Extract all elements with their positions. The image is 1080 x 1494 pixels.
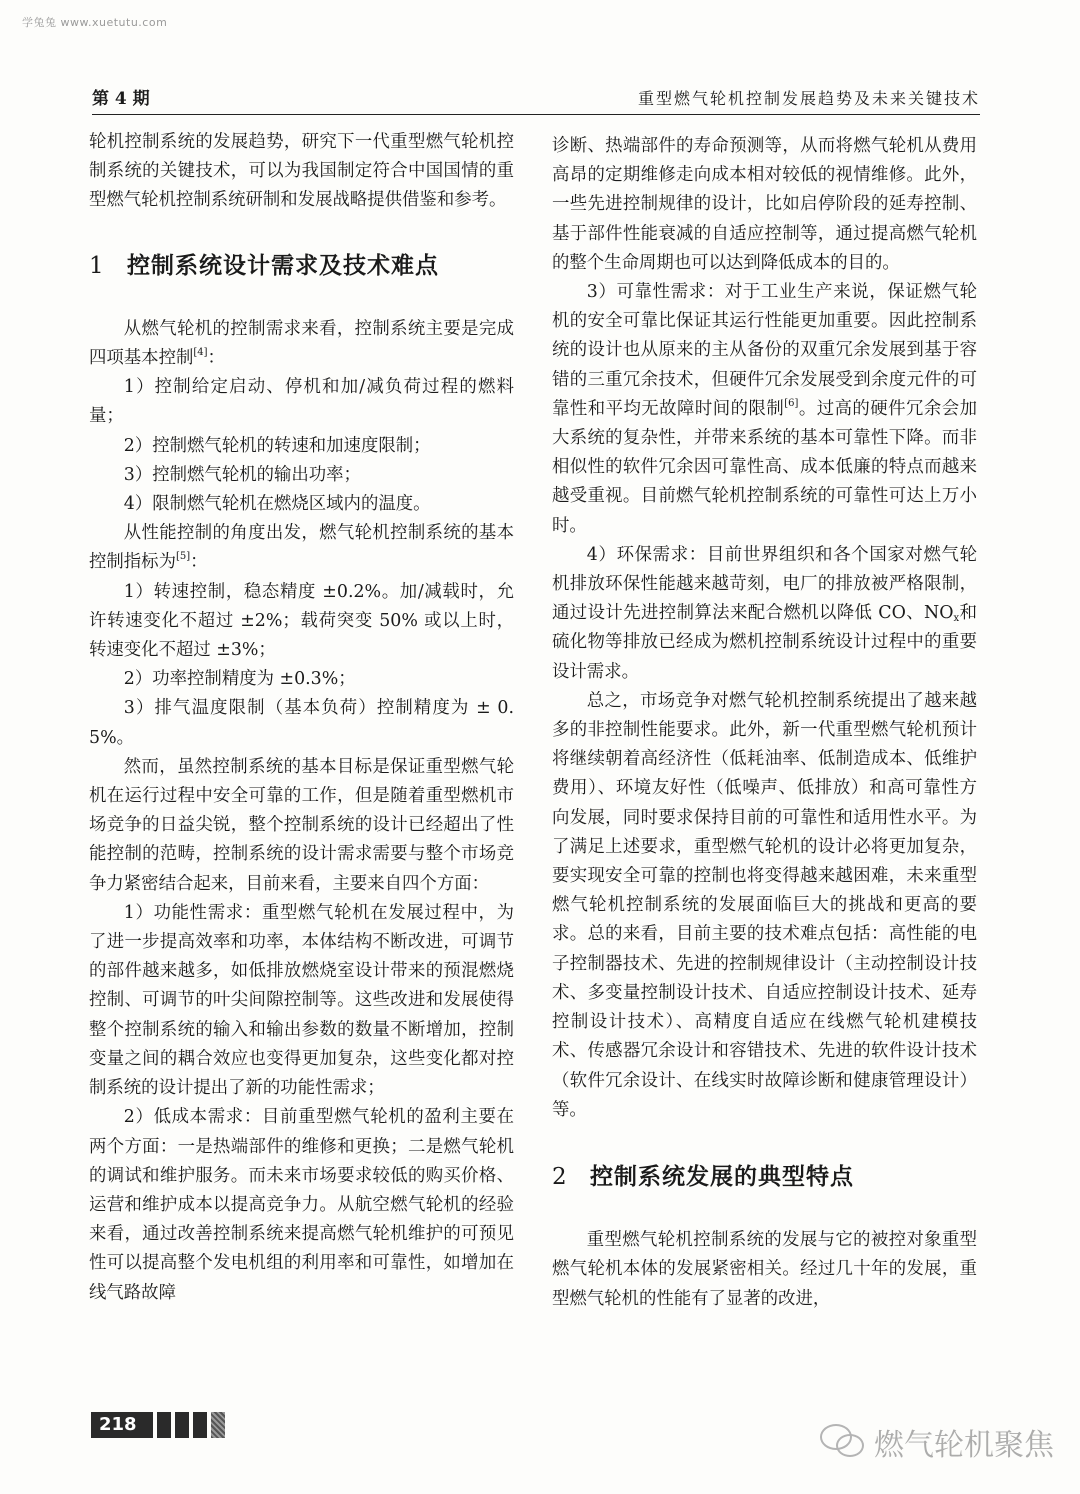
page-footer (91, 1412, 225, 1438)
list-item: 1）转速控制，稳态精度 ±0.2%。加/减载时，允许转速变化不超过 ±2%；载荷突变 50% 或以上时，转速变化不超过 ±3%； (89, 581, 514, 661)
intro-paragraph: 轮机控制系统的发展趋势，研究下一代重型燃气轮机控制系统的关键技术，可以为我国制定符合中国国情的重型燃气轮机控制系统研制和发展战略提供借鉴和参考。 (89, 132, 514, 211)
left-column (89, 128, 514, 1308)
subscript-x: x (953, 613, 960, 625)
list-item: 1）功能性需求：重型燃气轮机在发展过程中，为了进一步提高效率和功率，本体结构不断改进，可调节的部件越来越多，如低排放燃烧室设计带来的预混燃烧控制、可调节的叶尖间隙控制等。这些改进和发展使得整个控制系统的输入和输出参数的数量不断增加，控制变量之间的耦合效应也变得更加复杂，这些变化都对控制系统的设计提出了新的功能性需求； (89, 902, 514, 1099)
list-item: 2）控制燃气轮机的转速和加速度限制； (123, 435, 431, 456)
wechat-watermark (820, 1420, 1054, 1464)
footer-bar (193, 1412, 207, 1438)
continued-paragraph: 诊断、热端部件的寿命预测等，从而将燃气轮机从费用高昂的定期维修走向成本相对较低的视情维修。此外，一些先进控制规律的设计，比如启停阶段的延寿控制、基于部件性能衰减的自适应控制等，通过提高燃气轮机的整个生命周期也可以达到降低成本的目的。 (552, 136, 977, 273)
text: 4）环保需求：目前世界组织和各个国家对燃气轮机排放环保性能越来越苛刻，电厂的排放被严格限制，通过设计先进控制算法来配合燃机以降低 CO、NO (552, 544, 977, 624)
list-item: 1）控制给定启动、停机和加/减负荷过程的燃料量； (89, 377, 514, 427)
citation-4: [4] (193, 347, 208, 359)
section-2-paragraph: 重型燃气轮机控制系统的发展与它的被控对象重型燃气轮机本体的发展紧密相关。经过几十年的发展，重型燃气轮机的性能有了显著的改进， (552, 1230, 977, 1309)
text: ： (207, 348, 225, 369)
page-header (92, 82, 980, 115)
performance-paragraph (89, 519, 514, 577)
list-item: 2）低成本需求：目前重型燃气轮机的盈利主要在两个方面：一是热端部件的维修和更换；二是燃气轮机的调试和维护服务。而未来市场要求较低的购买价格、运营和维护成本以提高竞争力。从航空燃气轮机的经验来看，通过改善控制系统来提高燃气轮机维护的可预见性可以提高整个发电机组的利用率和可靠性，如增加在线气路故障 (89, 1107, 514, 1303)
text: 从性能控制的角度出发，燃气轮机控制系统的基本控制指标为 (89, 523, 514, 573)
page-number: 218 (91, 1412, 153, 1438)
text: 。过高的硬件冗余会加大系统的复杂性，并带来系统的基本可靠性下降。而非相似性的软件冗余因可靠性高、成本低廉的特点而越来越受重视。目前燃气轮机控制系统的可靠性可达上万小时。 (552, 398, 977, 536)
text: 3）可靠性需求：对于工业生产来说，保证燃气轮机的安全可靠比保证其运行性能更加重要。因此控制系统的设计也从原来的主从备份的双重冗余发展到基于容错的三重冗余技术，但硬件冗余发展受到余度元件的可靠性和平均无故障时间的限制 (552, 282, 977, 419)
citation-5: [5] (175, 551, 191, 563)
footer-bar (175, 1412, 189, 1438)
watermark-text: 燃气轮机聚焦 (874, 1428, 1054, 1463)
right-column (552, 132, 977, 1314)
however-paragraph: 然而，虽然控制系统的基本目标是保证重型燃气轮机在运行过程中安全可靠的工作，但是随着重型燃机市场竞争的日益尖锐，整个控制系统的设计已经超出了性能控制的范畴，控制系统的设计需求需要与整个市场竞争力紧密结合起来，目前来看，主要来自四个方面： (89, 756, 514, 894)
list-item (552, 541, 977, 687)
footer-bar (211, 1412, 225, 1438)
section-1-title: 控制系统设计需求及技术难点 (127, 252, 439, 279)
section-2-number: 2 (552, 1163, 568, 1190)
citation-6: [6] (784, 397, 799, 409)
list-item: 3）排气温度限制（基本负荷）控制精度为 ± 0.5%。 (89, 698, 514, 748)
site-watermark: 学兔兔 www.xuetutu.com (22, 16, 168, 29)
summary-paragraph: 总之，市场竞争对燃气轮机控制系统提出了越来越多的非控制性能要求。此外，新一代重型燃气轮机预计将继续朝着高经济性（低耗油率、低制造成本、低维护费用）、环境友好性（低噪声、低排放）和高可靠性方向发展，同时要求保持目前的可靠性和适用性水平。为了满足上述要求，重型燃气轮机的设计必将更加复杂，要实现安全可靠的控制也将变得越来越困难，未来重型燃气轮机控制系统的发展面临巨大的挑战和更高的要求。总的来看，目前主要的技术难点包括：高性能的电子控制器技术、先进的控制规律设计（主动控制设计技术、多变量控制设计技术、自适应控制设计技术、延寿控制设计技术）、高精度自适应在线燃气轮机建模技术、传感器冗余设计和容错技术、先进的软件设计技术（软件冗余设计、在线实时故障诊断和健康管理设计）等。 (552, 690, 977, 1120)
section-2-heading (552, 1163, 977, 1192)
section-1-heading (89, 252, 514, 281)
list-item: 4）限制燃气轮机在燃烧区域内的温度。 (123, 494, 431, 515)
section-2-title: 控制系统发展的典型特点 (590, 1163, 854, 1190)
text: 和硫化物等排放已经成为燃机控制系统设计过程中的重要设计需求。 (552, 603, 977, 682)
list-item (552, 278, 977, 541)
basic-control-paragraph (89, 315, 514, 373)
wechat-icon (820, 1424, 866, 1460)
running-title: 重型燃气轮机控制发展趋势及未来关键技术 (637, 89, 980, 108)
footer-bar (157, 1412, 171, 1438)
text: ： (190, 552, 208, 573)
list-item: 2）功率控制精度为 ±0.3%； (123, 669, 356, 690)
list-item: 3）控制燃气轮机的输出功率； (123, 464, 361, 485)
text: 从燃气轮机的控制需求来看，控制系统主要是完成四项基本控制 (89, 318, 514, 369)
section-1-number: 1 (89, 252, 105, 279)
issue-number: 第 4 期 (92, 89, 150, 109)
